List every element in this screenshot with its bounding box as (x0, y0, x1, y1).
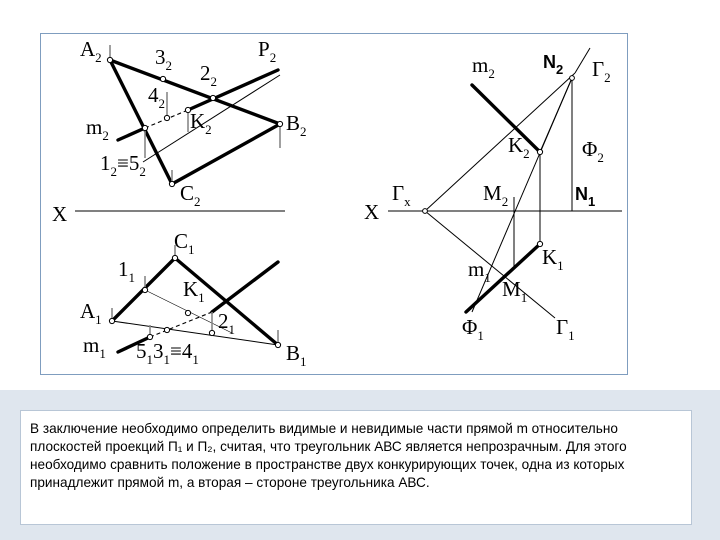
line-m2-right (472, 85, 540, 152)
label-phi2: $\Phi_2$ (582, 137, 604, 165)
label-5-1-3-1-equiv-4-1: $5_13_1\equiv 4_1$ (136, 339, 199, 367)
label-k2: $K_2$ (190, 109, 212, 137)
trace-gamma2-ext (575, 48, 590, 73)
point-3-2 (160, 76, 165, 81)
link-n2-k2 (540, 78, 572, 152)
label-m1: $m_1$ (83, 333, 106, 361)
trace-gamma1 (425, 211, 555, 318)
label-m2: $m_2$ (86, 115, 109, 143)
point-k2-right (537, 149, 542, 154)
line-m1-hidden (150, 312, 212, 337)
label-4-2: $4_2$ (148, 83, 165, 111)
label-2-2: $2_2$ (200, 61, 217, 89)
label-p2: $P_2$ (258, 37, 277, 65)
label-1-2-equiv-5-2: $1_2\equiv 5_2$ (100, 151, 146, 179)
label-k1-right: $K_1$ (542, 245, 564, 273)
line-m1-visible-right (212, 262, 278, 312)
label-m2-point: $M_2$ (483, 181, 509, 209)
label-m1-point: $M_1$ (502, 277, 528, 305)
point-1-2 (142, 125, 147, 130)
label-x-left: X (52, 202, 68, 226)
label-a2: $A_2$ (80, 37, 102, 65)
label-1-1: $1_1$ (118, 257, 135, 285)
point-n2 (570, 76, 575, 81)
point-a1 (109, 318, 114, 323)
point-k1 (185, 310, 190, 315)
label-gamma1: $\Gamma_1$ (556, 315, 575, 343)
point-2-2 (210, 95, 215, 100)
label-2-1: $2_1$ (218, 309, 235, 337)
label-c1: $C_1$ (174, 229, 195, 257)
label-b1: $B_1$ (286, 341, 307, 369)
label-b2: $B_2$ (286, 111, 307, 139)
label-k2-right: $K_2$ (508, 133, 530, 161)
label-a1: $A_1$ (80, 299, 102, 327)
label-gamma-x: $\Gamma_x$ (392, 181, 411, 209)
point-b1 (275, 342, 280, 347)
label-c2: $C_2$ (180, 181, 201, 209)
point-5-1 (147, 334, 152, 339)
point-c1 (172, 255, 177, 260)
point-c2 (169, 181, 174, 186)
right-labels (364, 52, 611, 343)
line-m2-visible-left (118, 128, 145, 140)
point-gamma-x (423, 209, 428, 214)
label-3-2: $3_2$ (155, 45, 172, 73)
point-a2 (107, 57, 112, 62)
point-3-1 (164, 327, 169, 332)
label-phi1: $\Phi_1$ (462, 315, 484, 343)
label-k1: $K_1$ (183, 277, 205, 305)
label-m1-right: $m_1$ (468, 257, 491, 285)
label-n2: $N_2$ (543, 52, 564, 77)
caption-text: В заключение необходимо определить видимые и невидимые части прямой m относительно плоскостей проекций П₁ и П₂, считая, что треугольник АВС является непрозрачным. Для этого необходимо сравнить положение в пространстве двух конкурирующих точек, одна из которых принадлежит прямой m, а вторая – стороне треугольника АВС. (30, 421, 627, 490)
point-4-2 (164, 115, 169, 120)
point-2-1 (209, 330, 214, 335)
point-1-1 (142, 287, 147, 292)
label-m2-right: $m_2$ (472, 53, 495, 81)
label-n1: $N_1$ (575, 184, 596, 209)
point-b2 (277, 121, 282, 126)
label-x-right: X (364, 200, 380, 224)
label-gamma2: $\Gamma_2$ (592, 57, 611, 85)
